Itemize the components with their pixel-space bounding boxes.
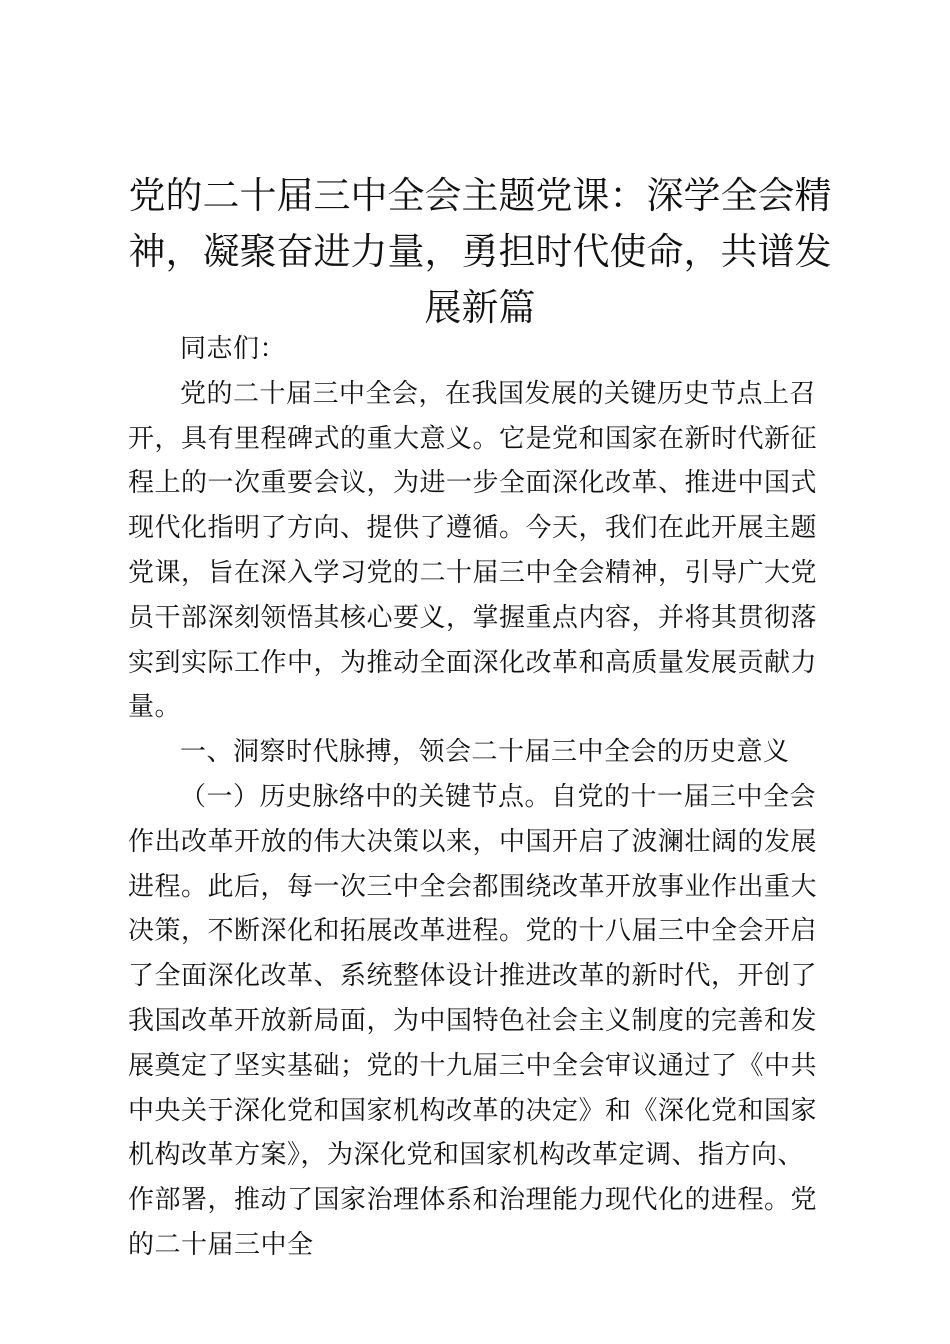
document-body — [128, 327, 822, 1268]
greeting: 同志们： — [180, 334, 287, 364]
section-heading-1: 一、洞察时代脉搏，领会二十届三中全会的历史意义 — [180, 737, 790, 768]
paragraph-history: （一）历史脉络中的关键节点。自党的十一届三中全会作出改革开放的伟大决策以来，中国开启了波澜壮阔的发展进程。此后，每一次三中全会都围绕改革开放事业作出重大决策，不断深化和拓展改革进程。党的十八届三中全会开启了全面深化改革、系统整体设计推进改革的新时代，开创了我国改革开放新局面，为中国特色社会主义制度的完善和发展奠定了坚实基础；党的十九届三中全会审议通过了《中共中央关于深化党和国家机构改革的决定》和《深化党和国家机构改革方案》，为深化党和国家机构改革定调、指方向、作部署，推动了国家治理体系和治理能力现代化的进程。党的二十届三中全 — [128, 781, 818, 1260]
paragraph-intro: 党的二十届三中全会，在我国发展的关键历史节点上召开，具有里程碑式的重大意义。它是党和国家在新时代新征程上的一次重要会议，为进一步全面深化改革、推进中国式现代化指明了方向、提供了遵循。今天，我们在此开展主题党课，旨在深入学习党的二十届三中全会精神，引导广大党员干部深刻领悟其核心要义，掌握重点内容，并将其贯彻落实到实际工作中，为推动全面深化改革和高质量发展贡献力量。 — [128, 378, 818, 723]
document-title: 党的二十届三中全会主题党课：深学全会精神，凝聚奋进力量，勇担时代使命，共谱发展新篇 — [128, 174, 832, 329]
